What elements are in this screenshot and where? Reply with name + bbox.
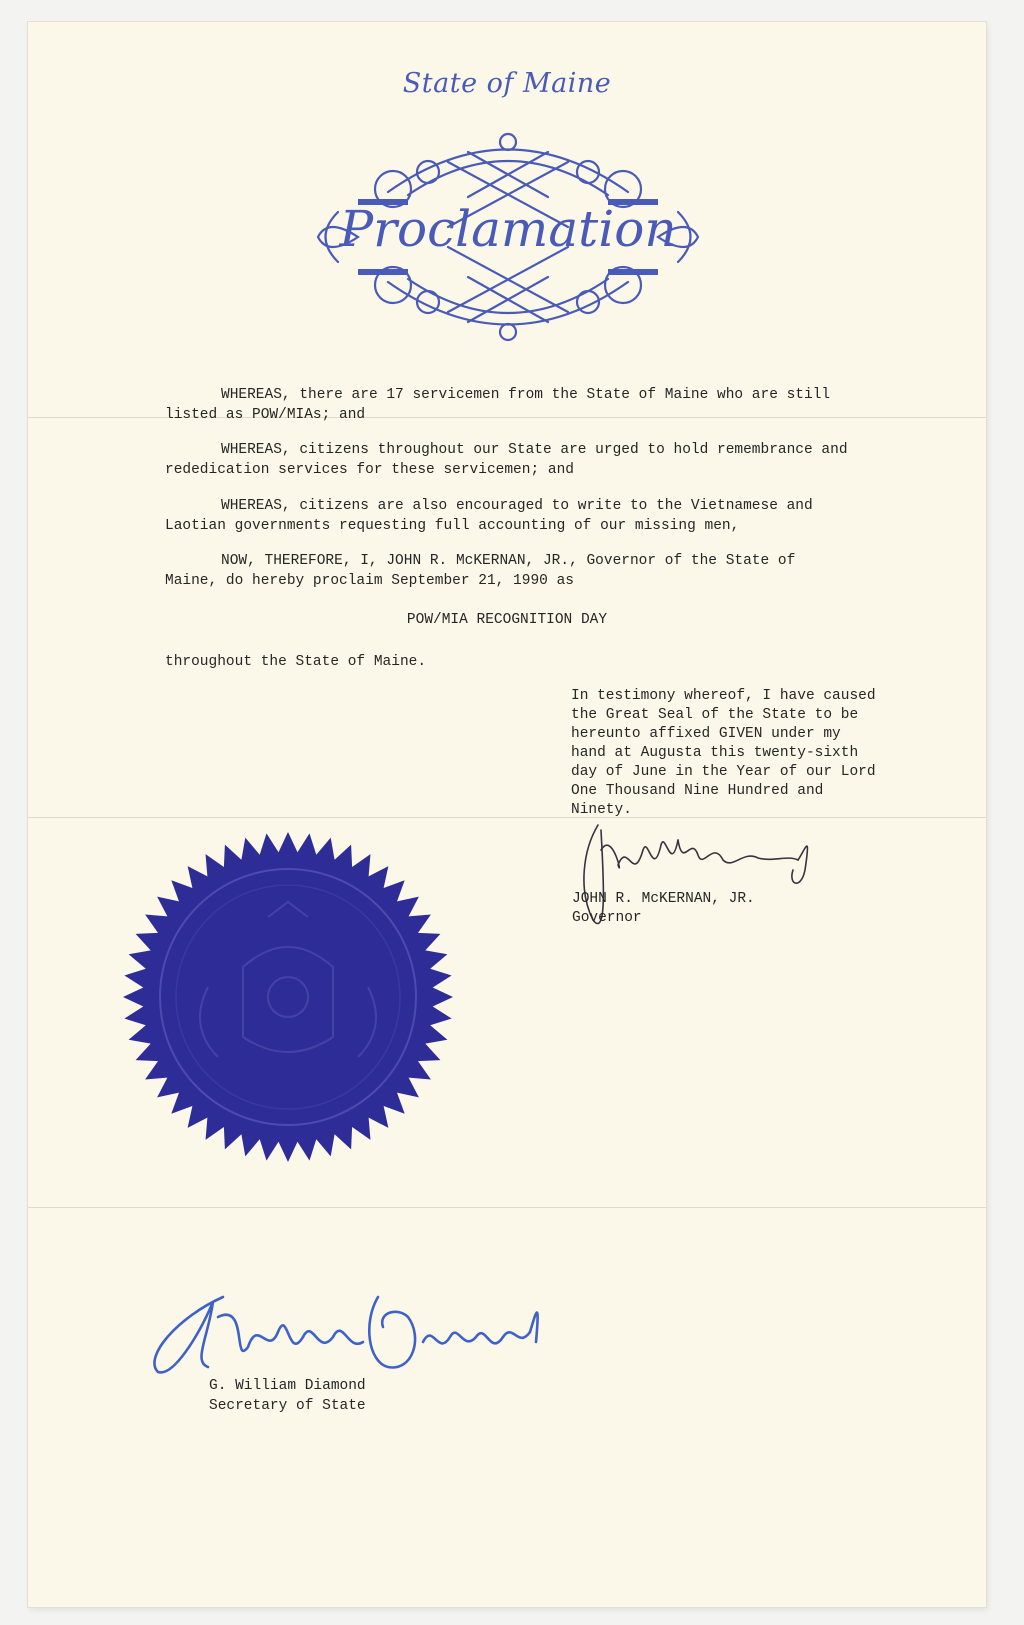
proclamation-sheet <box>28 22 986 1607</box>
secretary-signature <box>138 1277 578 1392</box>
whereas-paragraph-2: WHEREAS, citizens throughout our State are urged to hold remembrance and rededication services for these servicemen; and <box>165 442 848 478</box>
governor-signature-block <box>572 890 755 928</box>
fold-line <box>28 1207 986 1208</box>
secretary-name: G. William Diamond <box>209 1378 366 1394</box>
proclamation-title: Proclamation <box>339 200 677 258</box>
whereas-paragraph-1: WHEREAS, there are 17 servicemen from the State of Maine who are still listed as POW/MIAs; and <box>165 387 831 423</box>
seal-starburst <box>123 832 453 1162</box>
recognition-day-title: POW/MIA RECOGNITION DAY <box>406 612 608 628</box>
governor-name: JOHN R. McKERNAN, JR. <box>572 891 755 907</box>
closing-line: throughout the State of Maine. <box>165 654 427 670</box>
whereas-paragraph-3: WHEREAS, citizens are also encouraged to write to the Vietnamese and Laotian governments requesting full accounting of our missing men, <box>165 498 813 534</box>
now-therefore-paragraph: NOW, THEREFORE, I, JOHN R. McKERNAN, JR., Governor of the State of Maine, do hereby proclaim September 21, 1990 as <box>165 553 796 589</box>
great-seal-sticker <box>118 827 458 1167</box>
secretary-title: Secretary of State <box>209 1398 366 1414</box>
secretary-signature-block <box>209 1376 366 1416</box>
state-heading: State of Maine <box>402 68 612 99</box>
governor-title: Governor <box>572 910 642 926</box>
testimony-block: In testimony whereof, I have caused the Great Seal of the State to be hereunto affixed GIVEN under my hand at Augusta this twenty-sixth day of June in the Year of our Lord One Thousand Nine Hundred and Ninety. <box>571 688 876 818</box>
